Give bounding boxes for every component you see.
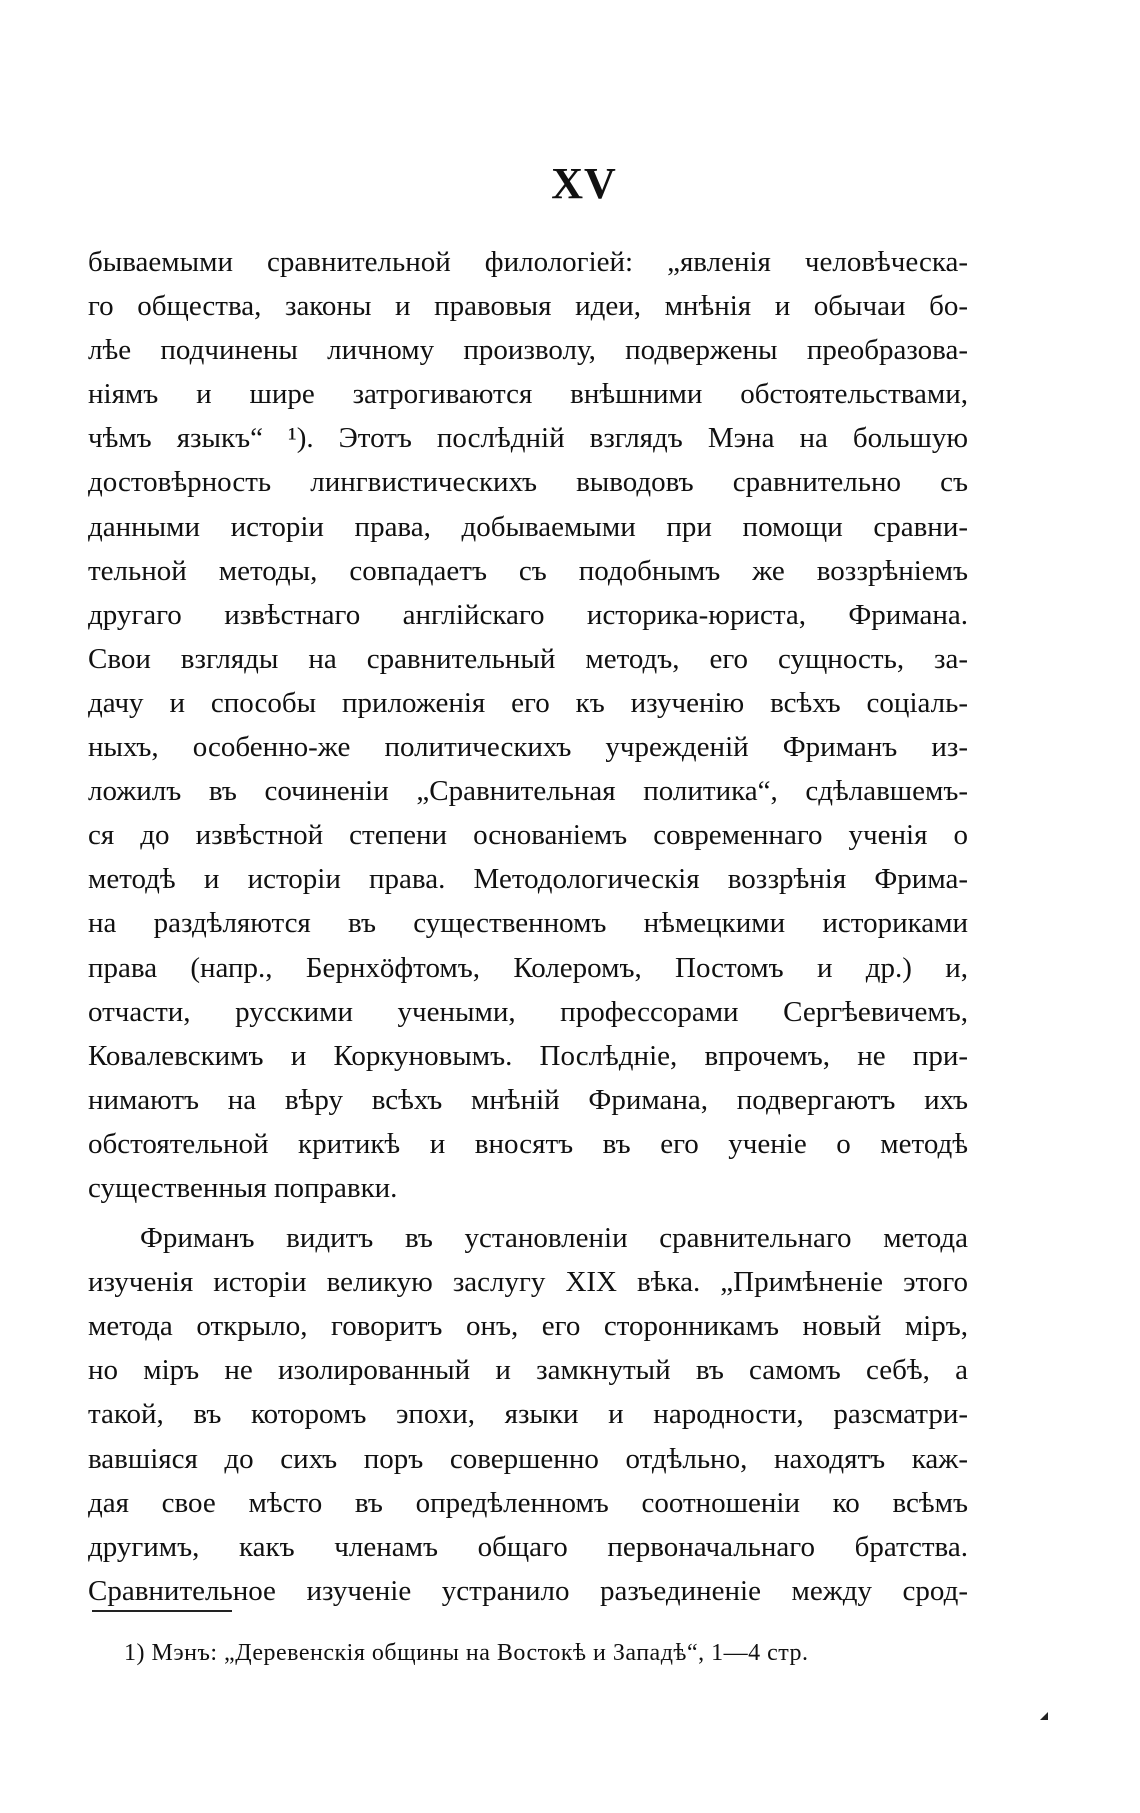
text-line: ложилъ въ сочиненiи „Сравнительная политика“, сдѣлавшемъ- (88, 775, 968, 808)
text-line: метода открыло, говоритъ онъ, его сторонникамъ новый мiръ, (88, 1310, 968, 1343)
text-line: другимъ, какъ членамъ общаго первоначальнаго братства. (88, 1530, 968, 1563)
text-line: отчасти, русскими учеными, профессорами Сергѣевичемъ, (88, 995, 968, 1028)
text-line: го общества, законы и правовыя идеи, мнѣнiя и обычаи бо- (88, 290, 968, 323)
corner-mark-icon (1040, 1712, 1048, 1720)
footnote-divider (92, 1610, 232, 1612)
text-line: методѣ и исторiи права. Методологическiя воззрѣнiя Фрима- (88, 863, 968, 896)
text-line: нимаютъ на вѣру всѣхъ мнѣнiй Фримана, подвергаютъ ихъ (88, 1083, 968, 1116)
page-number: XV (551, 159, 617, 208)
text-line: изученiя исторiи великую заслугу XIX вѣка. „Примѣненiе этого (88, 1266, 968, 1299)
text-line: обстоятельной критикѣ и вносятъ въ его ученiе о методѣ (88, 1127, 968, 1160)
text-line: достовѣрность лингвистическихъ выводовъ сравнительно съ (88, 466, 968, 499)
text-line: чѣмъ языкъ“ ¹). Этотъ послѣднiй взглядъ Мэна на большую (88, 422, 968, 455)
text-line: Свои взгляды на сравнительный методъ, его сущность, за- (88, 642, 968, 675)
text-line: нiямъ и шире затрогиваются внѣшними обстоятельствами, (88, 378, 968, 411)
footnote: 1) Мэнъ: „Деревенскiя общины на Востокѣ и Западѣ“, 1—4 стр. (124, 1640, 809, 1666)
text-line: но мiръ не изолированный и замкнутый въ самомъ себѣ, а (88, 1354, 968, 1387)
text-line: тельной методы, совпадаетъ съ подобнымъ же воззрѣнiемъ (88, 554, 968, 587)
text-line: вавшiяся до сихъ поръ совершенно отдѣльно, находятъ каж- (88, 1442, 968, 1475)
text-line: Сравнительное изученiе устранило разъединенiе между срод- (88, 1574, 968, 1607)
text-line: существенныя поправки. (88, 1171, 398, 1204)
text-line: ныхъ, особенно-же политическихъ учрежденiй Фриманъ из- (88, 731, 968, 764)
text-line: ся до извѣстной степени основанiемъ современнаго ученiя о (88, 819, 968, 852)
text-line: Ковалевскимъ и Коркуновымъ. Послѣднiе, впрочемъ, не при- (88, 1039, 968, 1072)
text-line: другаго извѣстнаго англiйскаго историка-юриста, Фримана. (88, 598, 968, 631)
text-line: дая свое мѣсто въ опредѣленномъ соотношенiи ко всѣмъ (88, 1486, 968, 1519)
text-line: на раздѣляются въ существенномъ нѣмецкими историками (88, 907, 968, 940)
body-text (88, 240, 968, 1613)
paragraph-2 (88, 1216, 968, 1613)
text-line: права (напр., Бернхöфтомъ, Колеромъ, Постомъ и др.) и, (88, 951, 968, 984)
text-line: такой, въ которомъ эпохи, языки и народности, разсматри- (88, 1398, 968, 1431)
text-line: лѣе подчинены личному произволу, подвержены преобразова- (88, 334, 968, 367)
text-line: Фриманъ видитъ въ установленiи сравнительнаго метода (140, 1222, 968, 1255)
text-line: бываемыми сравнительной филологiей: „явленiя человѣческа- (88, 246, 968, 278)
text-line: дачу и способы приложенiя его къ изученiю всѣхъ соцiаль- (88, 686, 968, 719)
text-line: данными исторiи права, добываемыми при помощи сравни- (88, 510, 968, 543)
paragraph-1 (88, 240, 968, 1210)
